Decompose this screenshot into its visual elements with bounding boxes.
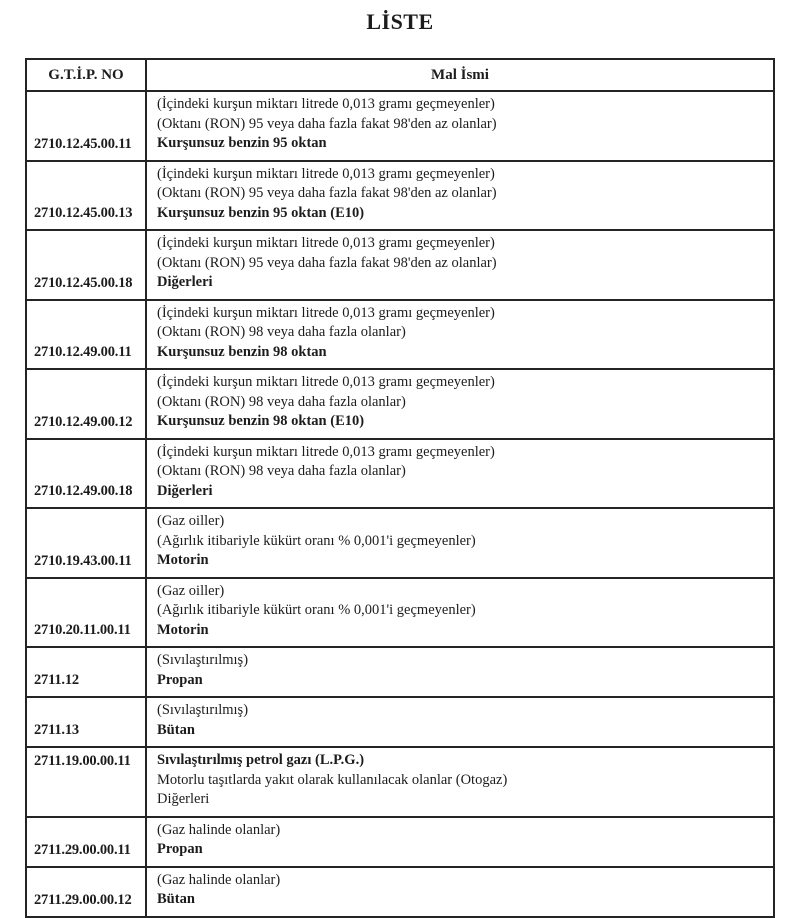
description-line: (Oktanı (RON) 95 veya daha fazla fakat 98'den az olanlar) bbox=[157, 115, 497, 132]
description-line: (Gaz halinde olanlar) bbox=[157, 871, 281, 888]
mal-ismi-cell bbox=[146, 369, 774, 439]
product-name-line: Bütan bbox=[157, 891, 195, 907]
table-row bbox=[26, 161, 774, 231]
table-header bbox=[26, 59, 774, 91]
mal-ismi-cell bbox=[146, 867, 774, 917]
table-row bbox=[26, 747, 774, 817]
description-line: (Oktanı (RON) 95 veya daha fazla fakat 98'den az olanlar) bbox=[157, 254, 497, 271]
gtip-code-cell: 2710.12.49.00.11 bbox=[26, 300, 146, 370]
product-name-line: Motorin bbox=[157, 621, 209, 638]
mal-ismi-cell bbox=[146, 300, 774, 370]
table-row bbox=[26, 91, 774, 161]
product-name-line: Bütan bbox=[157, 721, 195, 738]
gtip-code-cell: 2711.29.00.00.12 bbox=[26, 867, 146, 917]
product-name-line: Diğerleri bbox=[157, 274, 213, 290]
table-row bbox=[26, 578, 774, 648]
gtip-code-cell: 2710.12.45.00.13 bbox=[26, 161, 146, 231]
mal-ismi-cell bbox=[146, 230, 774, 300]
mal-ismi-cell bbox=[146, 647, 774, 697]
description-line: (Oktanı (RON) 95 veya daha fazla fakat 98'den az olanlar) bbox=[157, 185, 497, 201]
table-row bbox=[26, 508, 774, 578]
header-row bbox=[26, 59, 774, 91]
description-line: (Ağırlık itibariyle kükürt oranı % 0,001'i geçmeyenler) bbox=[157, 602, 476, 618]
description-line: (İçindeki kurşun miktarı litrede 0,013 gramı geçmeyenler) bbox=[157, 96, 495, 112]
gtip-code-cell: 2710.12.45.00.11 bbox=[26, 91, 146, 161]
mal-ismi-cell bbox=[146, 747, 774, 817]
table-row bbox=[26, 300, 774, 370]
gtip-code-cell: 2711.12 bbox=[26, 647, 146, 697]
header-gtip-no: G.T.İ.P. NO bbox=[26, 59, 146, 91]
product-name-line: Propan bbox=[157, 671, 203, 688]
table-row bbox=[26, 867, 774, 917]
description-line: (Sıvılaştırılmış) bbox=[157, 702, 249, 718]
description-line: (İçindeki kurşun miktarı litrede 0,013 gramı geçmeyenler) bbox=[157, 443, 495, 460]
product-name-line: Sıvılaştırılmış petrol gazı (L.P.G.) bbox=[157, 752, 365, 768]
description-line: Diğerleri bbox=[157, 791, 210, 807]
description-line: (Gaz oiller) bbox=[157, 513, 225, 529]
mal-ismi-cell bbox=[146, 439, 774, 509]
gtip-code-cell: 2710.12.45.00.18 bbox=[26, 230, 146, 300]
description-line: Motorlu taşıtlarda yakıt olarak kullanılacak olanlar (Otogaz) bbox=[157, 771, 508, 788]
table-row bbox=[26, 647, 774, 697]
page-title: LİSTE bbox=[366, 9, 434, 34]
description-line: (Gaz oiller) bbox=[157, 582, 225, 599]
table-row bbox=[26, 230, 774, 300]
description-line: (Ağırlık itibariyle kükürt oranı % 0,001'i geçmeyenler) bbox=[157, 532, 476, 549]
table-row bbox=[26, 697, 774, 747]
description-line: (İçindeki kurşun miktarı litrede 0,013 gramı geçmeyenler) bbox=[157, 304, 495, 321]
description-line: (Oktanı (RON) 98 veya daha fazla olanlar) bbox=[157, 463, 406, 479]
gtip-code-cell: 2711.13 bbox=[26, 697, 146, 747]
mal-ismi-cell bbox=[146, 697, 774, 747]
product-name-line: Kurşunsuz benzin 98 oktan (E10) bbox=[157, 413, 365, 429]
table-row bbox=[26, 439, 774, 509]
product-name-line: Kurşunsuz benzin 95 oktan (E10) bbox=[157, 204, 365, 221]
gtip-code-cell: 2710.12.49.00.12 bbox=[26, 369, 146, 439]
gtip-code-cell: 2711.29.00.00.11 bbox=[26, 817, 146, 867]
product-name-line: Propan bbox=[157, 841, 203, 857]
description-line: (İçindeki kurşun miktarı litrede 0,013 gramı geçmeyenler) bbox=[157, 235, 495, 251]
gtip-code-cell: 2710.19.43.00.11 bbox=[26, 508, 146, 578]
header-mal-ismi: Mal İsmi bbox=[146, 59, 774, 91]
product-name-line: Kurşunsuz benzin 98 oktan bbox=[157, 343, 327, 360]
mal-ismi-cell bbox=[146, 817, 774, 867]
product-name-line: Kurşunsuz benzin 95 oktan bbox=[157, 135, 327, 151]
gtip-code-cell: 2710.20.11.00.11 bbox=[26, 578, 146, 648]
gtip-code-cell: 2710.12.49.00.18 bbox=[26, 439, 146, 509]
mal-ismi-cell bbox=[146, 161, 774, 231]
gtip-code-cell: 2711.19.00.00.11 bbox=[26, 747, 146, 817]
description-line: (İçindeki kurşun miktarı litrede 0,013 gramı geçmeyenler) bbox=[157, 374, 495, 390]
description-line: (Sıvılaştırılmış) bbox=[157, 652, 249, 668]
mal-ismi-cell bbox=[146, 91, 774, 161]
table-row bbox=[26, 817, 774, 867]
description-line: (İçindeki kurşun miktarı litrede 0,013 gramı geçmeyenler) bbox=[157, 165, 495, 182]
description-line: (Oktanı (RON) 98 veya daha fazla olanlar) bbox=[157, 393, 406, 410]
mal-ismi-cell bbox=[146, 578, 774, 648]
table-body bbox=[26, 91, 774, 917]
description-line: (Oktanı (RON) 98 veya daha fazla olanlar) bbox=[157, 324, 406, 340]
mal-ismi-cell bbox=[146, 508, 774, 578]
description-line: (Gaz halinde olanlar) bbox=[157, 821, 281, 838]
tariff-table bbox=[25, 58, 775, 918]
product-name-line: Diğerleri bbox=[157, 482, 213, 499]
table-row bbox=[26, 369, 774, 439]
product-name-line: Motorin bbox=[157, 552, 209, 568]
